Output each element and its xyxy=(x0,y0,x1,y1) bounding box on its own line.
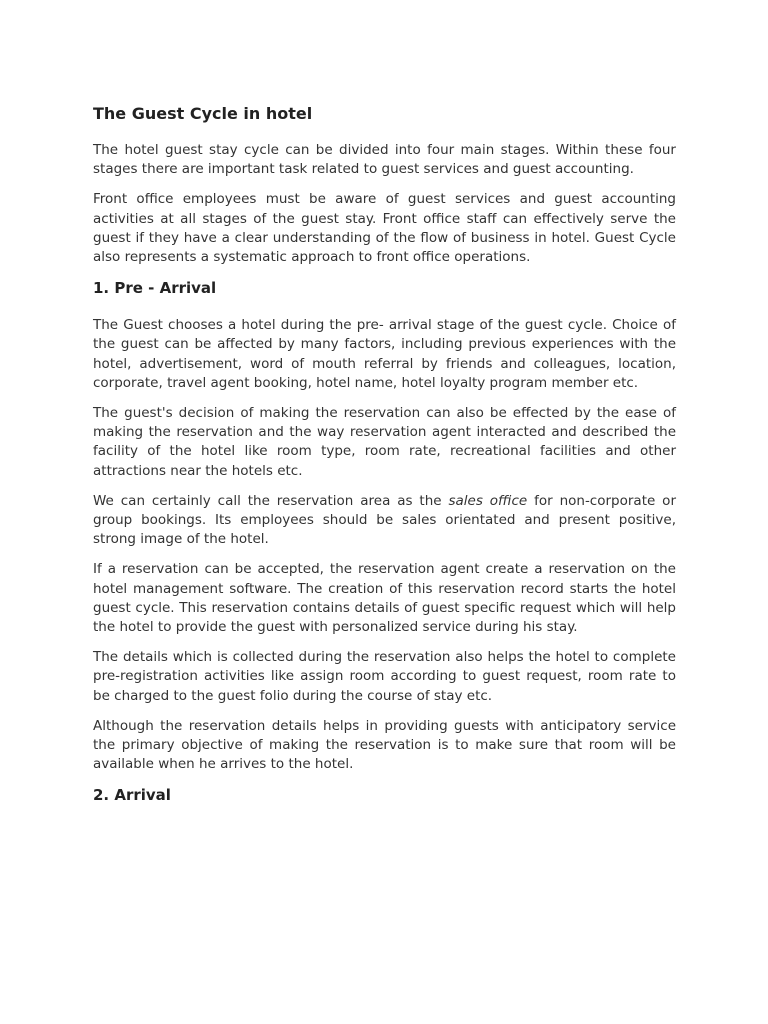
sales-office-text-before: We can certainly call the reservation area as the xyxy=(93,492,449,509)
section-heading-arrival: 2. Arrival xyxy=(93,786,171,805)
paragraph-front-office-awareness: Front office employees must be aware of guest services and guest accounting activities at all stages of the guest stay. Front office staff can effectively serve the guest if they have a clear understanding of the flow of business in hotel. Guest Cycle also represents a systematic approach to front office operations. xyxy=(93,191,676,266)
paragraph-pre-registration: The details which is collected during the reservation also helps the hotel to complete pre-registration activities like assign room according to guest request, room rate to be charged to the guest folio during the course of stay etc. xyxy=(93,649,676,704)
paragraph-reservation-objective: Although the reservation details helps in providing guests with anticipatory service the primary objective of making the reservation is to make sure that room will be available when he arrives to the hotel. xyxy=(93,717,676,773)
paragraph-guest-decision: The guest's decision of making the reservation can also be effected by the ease of making the reservation and the way reservation agent interacted and described the facility of the hotel like room type, room rate, recreational facilities and other attractions near the hotels etc. xyxy=(93,405,676,479)
document-title: The Guest Cycle in hotel xyxy=(93,104,313,123)
paragraph-guest-chooses-hotel: The Guest chooses a hotel during the pre- arrival stage of the guest cycle. Choice of the guest can be affected by many factors, including previous experiences with the hotel, advertisement, word of mouth referral by friends and colleagues, location, corporate, travel agent booking, hotel name, hotel loyalty program member etc. xyxy=(93,317,676,391)
paragraph-sales-office xyxy=(93,492,676,550)
section-heading-pre-arrival: 1. Pre - Arrival xyxy=(93,279,217,298)
sales-office-text-after: for non-corporate or group bookings. Its employees should be sales orientated and present positive, strong image of the hotel. xyxy=(93,492,676,548)
paragraph-guest-stay-cycle: The hotel guest stay cycle can be divided into four main stages. Within these four stages there are important task related to guest services and guest accounting. xyxy=(93,142,676,178)
paragraph-reservation-accepted: If a reservation can be accepted, the reservation agent create a reservation on the hotel management software. The creation of this reservation record starts the hotel guest cycle. This reservation contains details of guest specific request which will help the hotel to provide the guest with personalized service during his stay. xyxy=(93,561,676,636)
sales-office-italic-text: sales office xyxy=(448,492,528,509)
